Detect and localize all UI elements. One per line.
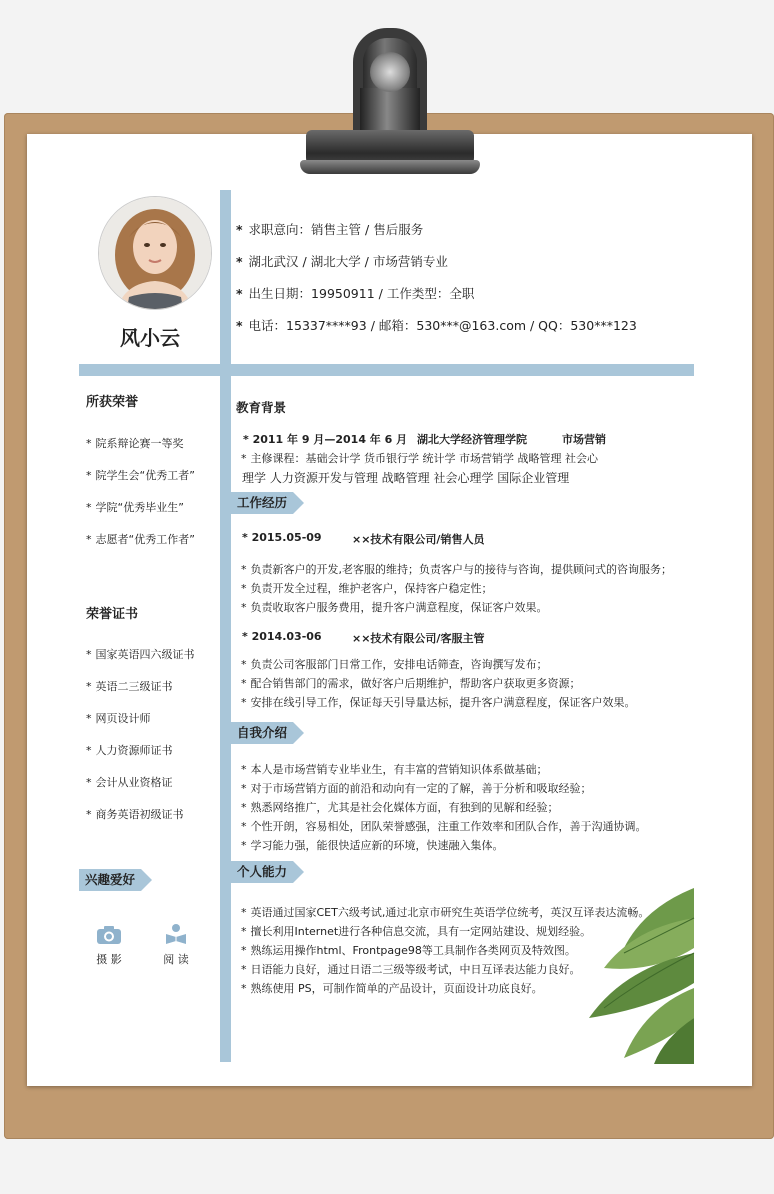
ability-bullet: * 擅长利用Internet进行各种信息交流，具有一定网站建设、规划经验。: [241, 925, 592, 938]
hobby-photography: [84, 925, 134, 967]
edu-major: 市场营销: [562, 433, 606, 446]
ability-bullet: * 熟练运用操作html、Frontpage98等工具制作各类网页及特效图。: [241, 944, 576, 957]
clip-lip: [300, 160, 480, 174]
honor-item: * 院学生会“优秀工者”: [86, 469, 195, 482]
hobby-label: 阅 读: [163, 953, 189, 966]
ability-bullet: * 熟练使用 PS，可制作简单的产品设计，页面设计功底良好。: [241, 982, 543, 995]
honors-title: 所获荣誉: [86, 395, 139, 410]
abilities-tag: 个人能力: [231, 861, 293, 883]
hobbies-tag: 兴趣爱好: [79, 869, 141, 891]
horizontal-divider: [79, 364, 694, 376]
camera-icon: [96, 925, 122, 945]
info-line: * 求职意向：销售主管 / 售后服务: [236, 222, 424, 237]
job-bullet: * 配合销售部门的需求，做好客户后期维护，帮助客户获取更多资源；: [241, 677, 581, 690]
honor-item: * 志愿者“优秀工作者”: [86, 533, 195, 546]
job-bullet: * 负责开发全过程，维护老客户，保持客户稳定性；: [241, 582, 493, 595]
avatar: [98, 196, 212, 310]
cert-item: * 人力资源师证书: [86, 744, 173, 757]
edu-period: * 2011 年 9 月—2014 年 6 月: [243, 433, 408, 446]
courses-line-2: 理学 人力资源开发与管理 战略管理 社会心理学 国际企业管理: [242, 471, 570, 485]
birth-worktype: 出生日期：19950911 / 工作类型：全职: [248, 286, 475, 301]
info-line: * 电话：15337****93 / 邮箱：530***@163.com / QQ：530***123: [236, 318, 637, 333]
cert-item: * 网页设计师: [86, 712, 151, 725]
job-company: ××技术有限公司/销售人员: [352, 533, 485, 546]
work-tag: 工作经历: [231, 492, 293, 514]
hobby-reading: [151, 923, 201, 967]
job-date: * 2014.03-06: [242, 630, 322, 643]
ability-bullet: * 日语能力良好，通过日语二三级等级考试，中日互译表达能力良好。: [241, 963, 581, 976]
courses-line: * 主修课程：基础会计学 货币银行学 统计学 市场营销学 战略管理 社会心: [241, 452, 598, 465]
background-strip: [4, 1139, 774, 1194]
location-school: 湖北武汉 / 湖北大学 / 市场营销专业: [248, 254, 448, 269]
honor-item: * 学院“优秀毕业生”: [86, 501, 184, 514]
self-intro-tag: 自我介绍: [231, 722, 293, 744]
intro-bullet: * 熟悉网络推广，尤其是社会化媒体方面，有独到的见解和经验；: [241, 801, 559, 814]
intro-bullet: * 个性开朗，容易相处，团队荣誉感强，注重工作效率和团队合作，善于沟通协调。: [241, 820, 647, 833]
intro-bullet: * 对于市场营销方面的前沿和动向有一定的了解，善于分析和吸取经验；: [241, 782, 592, 795]
cert-item: * 会计从业资格证: [86, 776, 173, 789]
info-line: * 湖北武汉 / 湖北大学 / 市场营销专业: [236, 254, 448, 269]
job-date: * 2015.05-09: [242, 531, 322, 544]
job-intent: 求职意向：销售主管 / 售后服务: [248, 222, 424, 237]
vertical-divider: [220, 190, 231, 1062]
job-company: ××技术有限公司/客服主管: [352, 632, 485, 645]
cert-item: * 英语二三级证书: [86, 680, 173, 693]
reader-icon: [164, 923, 188, 945]
edu-school: 湖北大学经济管理学院: [417, 433, 527, 446]
job-bullet: * 负责新客户的开发,老客服的维持；负责客户与的接待与咨询，提供顾问式的咨询服务；: [241, 563, 672, 576]
education-title: 教育背景: [236, 400, 287, 415]
plant-leaves-decoration: [584, 878, 696, 1064]
ability-bullet: * 英语通过国家CET六级考试,通过北京市研究生英语学位统考，英汉互译表达流畅。: [241, 906, 650, 919]
intro-bullet: * 学习能力强，能很快适应新的环境，快速融入集体。: [241, 839, 504, 852]
contact-info: 电话：15337****93 / 邮箱：530***@163.com / QQ：530***123: [248, 318, 637, 333]
clip-rivet: [370, 52, 410, 92]
honor-item: * 院系辩论赛一等奖: [86, 437, 184, 450]
candidate-name: 风小云: [120, 326, 180, 350]
info-line: * 出生日期：19950911 / 工作类型：全职: [236, 286, 475, 301]
job-bullet: * 负责收取客户服务费用，提升客户满意程度，保证客户效果。: [241, 601, 548, 614]
cert-item: * 国家英语四六级证书: [86, 648, 195, 661]
cert-item: * 商务英语初级证书: [86, 808, 184, 821]
certs-title: 荣誉证书: [86, 607, 139, 622]
job-bullet: * 安排在线引导工作，保证每天引导量达标，提升客户满意程度，保证客户效果。: [241, 696, 636, 709]
hobby-label: 摄 影: [96, 953, 122, 966]
job-bullet: * 负责公司客服部门日常工作，安排电话筛查，咨询撰写发布；: [241, 658, 548, 671]
intro-bullet: * 本人是市场营销专业毕业生，有丰富的营销知识体系做基础；: [241, 763, 548, 776]
